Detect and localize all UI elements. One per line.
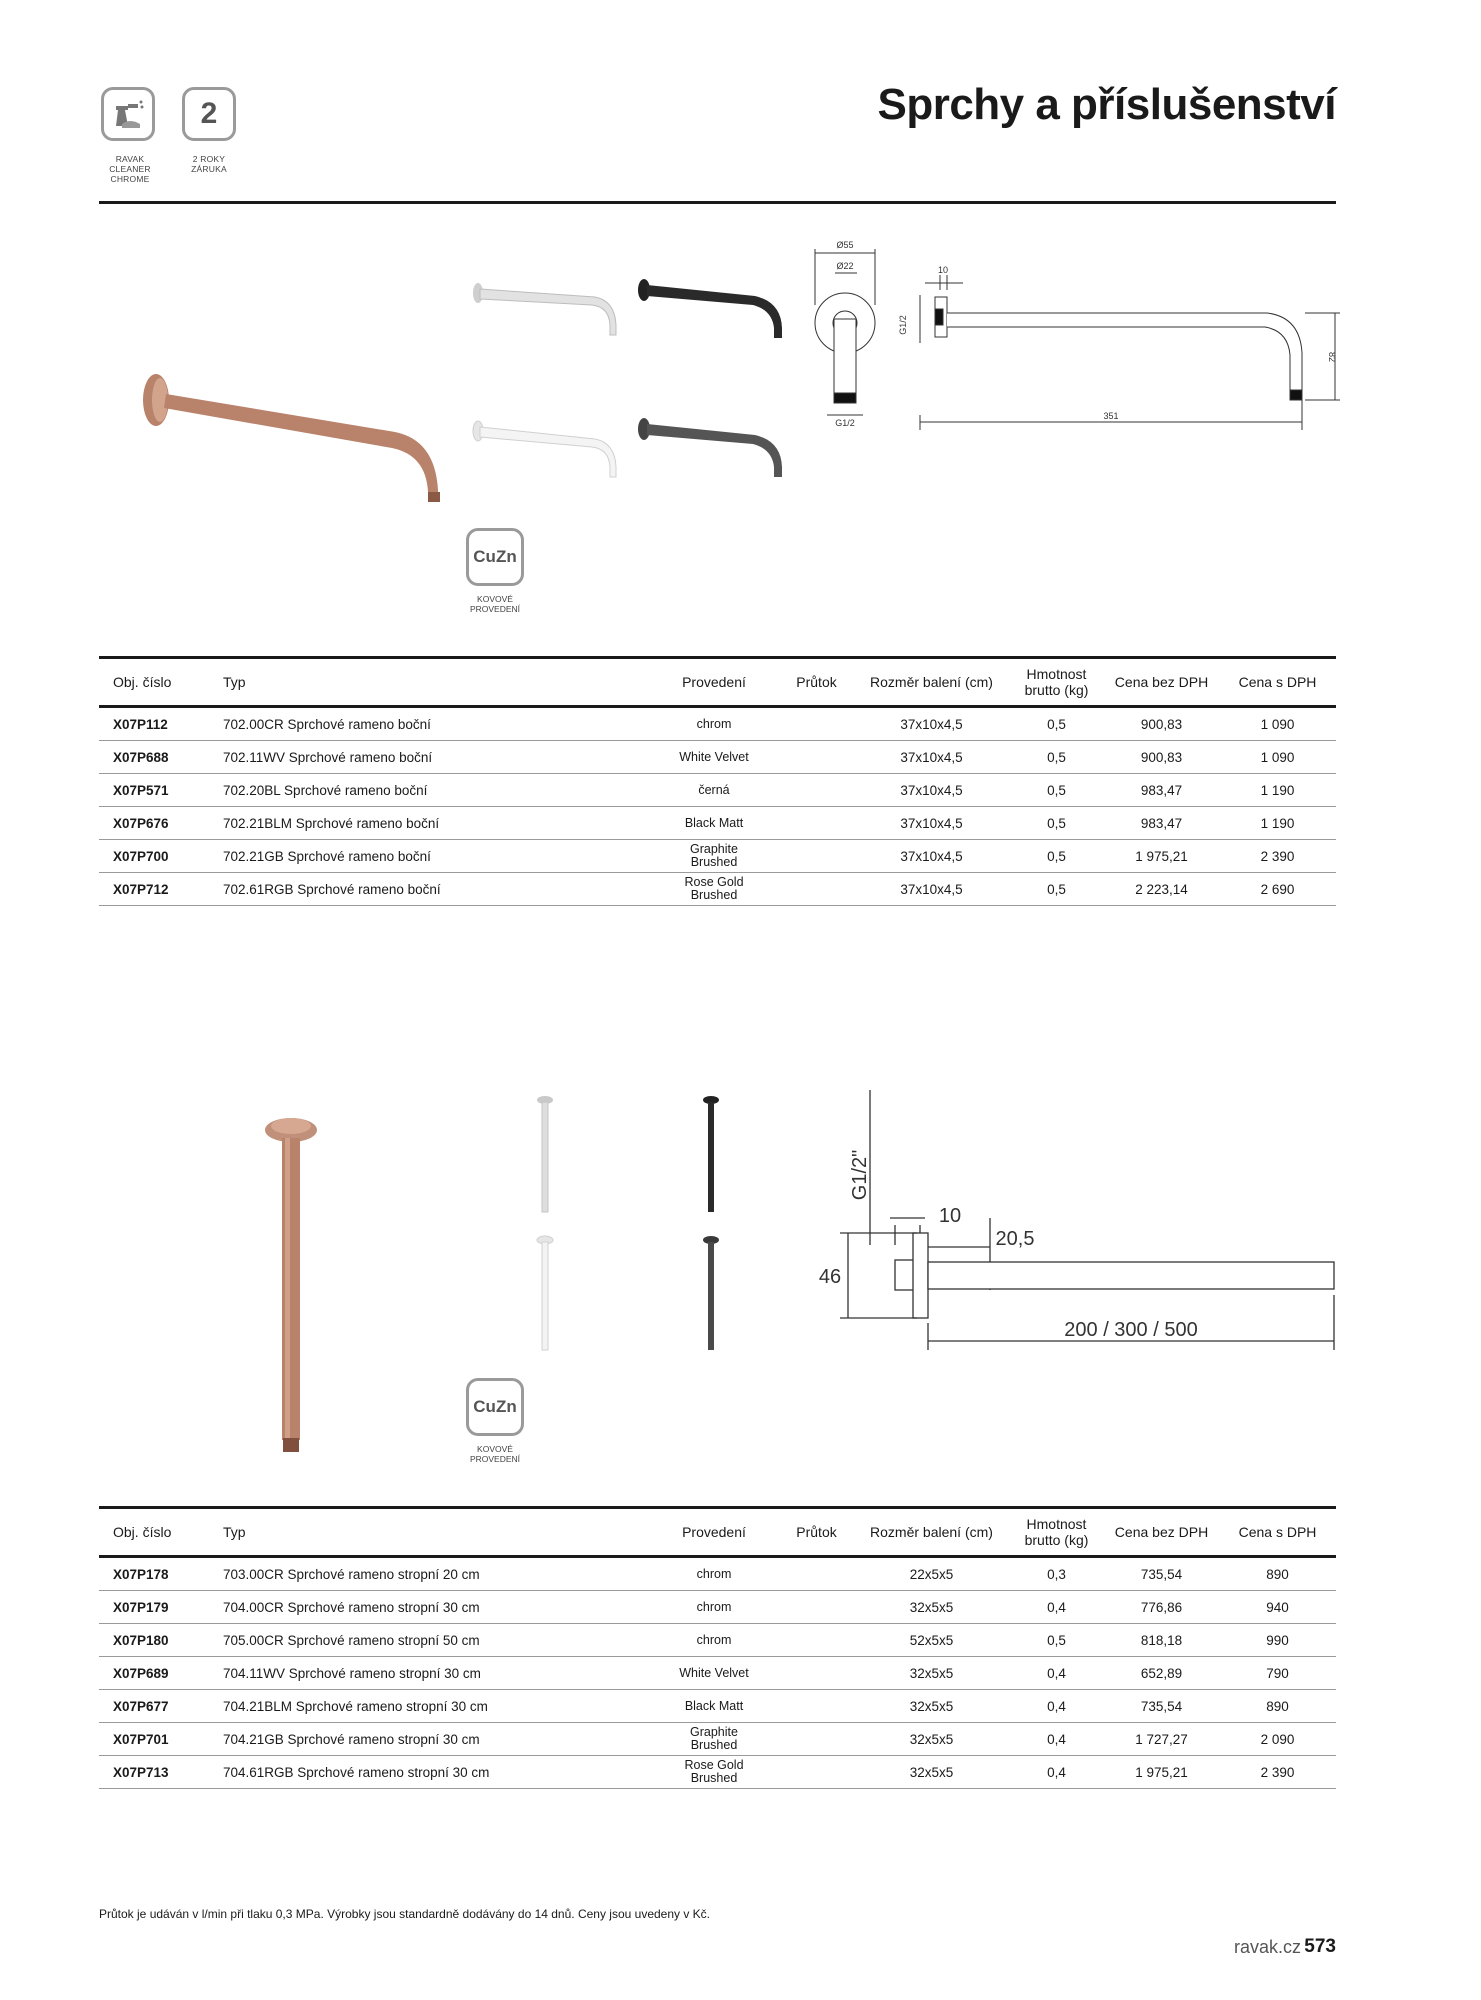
cell-pack: 52x5x5 [854,1624,1009,1657]
cell-type: 702.21BLM Sprchové rameno boční [219,807,649,840]
cell-finish: chrom [649,1591,779,1624]
cell-code: X07P571 [99,774,219,807]
cell-type: 704.21BLM Sprchové rameno stropní 30 cm [219,1690,649,1723]
cell-finish: černá [649,774,779,807]
cell-price-net: 1 975,21 [1104,1756,1219,1789]
table-row [99,741,1336,774]
cell-code: X07P701 [99,1723,219,1756]
cleaner-spray-icon [101,87,155,141]
cell-code: X07P677 [99,1690,219,1723]
cell-weight: 0,5 [1009,1624,1104,1657]
dim-46: 46 [818,1266,842,1288]
dim-20-5: 20,5 [995,1228,1035,1250]
dim-length: 200 / 300 / 500 [1064,1319,1198,1341]
dim-10: 10 [938,1205,962,1227]
dim-d22: Ø22 [836,261,854,271]
cell-price-vat: 2 690 [1219,873,1336,906]
cell-price-net: 1 727,27 [1104,1723,1219,1756]
cell-weight: 0,4 [1009,1657,1104,1690]
col-type: Typ [223,674,246,690]
wall-arm-black-image [635,272,785,342]
cell-flow [779,1690,854,1723]
cell-type: 705.00CR Sprchové rameno stropní 50 cm [219,1624,649,1657]
cell-price-vat: 1 190 [1219,774,1336,807]
table-row [99,873,1336,906]
cell-pack: 37x10x4,5 [854,840,1009,873]
cell-price-net: 652,89 [1104,1657,1219,1690]
cell-pack: 37x10x4,5 [854,774,1009,807]
cell-price-net: 900,83 [1104,707,1219,741]
cell-flow [779,1624,854,1657]
cell-finish: Black Matt [649,1690,779,1723]
table-row [99,840,1336,873]
dim-d55: Ø55 [836,240,854,250]
cell-type: 704.00CR Sprchové rameno stropní 30 cm [219,1591,649,1624]
cell-type: 702.20BL Sprchové rameno boční [219,774,649,807]
cell-type: 702.11WV Sprchové rameno boční [219,741,649,774]
cell-code: X07P713 [99,1756,219,1789]
cell-pack: 37x10x4,5 [854,707,1009,741]
col-weight: Hmotnost brutto (kg) [1024,666,1089,698]
table-row [99,774,1336,807]
col-pack: Rozměr balení (cm) [870,674,993,690]
cell-weight: 0,5 [1009,707,1104,741]
table-row [99,1723,1336,1756]
cell-price-vat: 790 [1219,1657,1336,1690]
cell-weight: 0,5 [1009,807,1104,840]
cell-pack: 32x5x5 [854,1723,1009,1756]
cell-finish: Black Matt [649,807,779,840]
cell-weight: 0,5 [1009,741,1104,774]
wall-arm-white-image [470,415,620,485]
cell-weight: 0,4 [1009,1690,1104,1723]
cell-price-vat: 1 190 [1219,807,1336,840]
cuzn-caption: KOVOVÉ PROVEDENÍ [469,594,521,614]
wall-arm-rose-gold-image [130,360,450,510]
cell-finish: Rose Gold Brushed [649,1756,779,1789]
dim-g12: G1/2" [849,1149,871,1201]
cell-price-vat: 1 090 [1219,741,1336,774]
cell-pack: 32x5x5 [854,1591,1009,1624]
cell-code: X07P712 [99,873,219,906]
page-title: Sprchy a příslušenství [877,80,1336,129]
cell-price-vat: 2 390 [1219,840,1336,873]
cell-pack: 37x10x4,5 [854,741,1009,774]
cell-price-net: 776,86 [1104,1591,1219,1624]
cell-weight: 0,4 [1009,1756,1104,1789]
table-row [99,1756,1336,1789]
cuzn-material-icon: CuZn [466,1378,524,1436]
cell-flow [779,1756,854,1789]
dim-351: 351 [1103,411,1119,421]
cell-flow [779,1557,854,1591]
page-number: 573 [1304,1936,1336,1957]
cell-code: X07P689 [99,1657,219,1690]
cell-weight: 0,5 [1009,873,1104,906]
cell-pack: 32x5x5 [854,1690,1009,1723]
col-flow: Průtok [796,674,837,690]
cell-finish: chrom [649,1557,779,1591]
cell-finish: Rose Gold Brushed [649,873,779,906]
table-header-row [99,658,1336,707]
cell-flow [779,1657,854,1690]
cell-code: X07P179 [99,1591,219,1624]
cell-finish: Graphite Brushed [649,1723,779,1756]
cell-price-vat: 2 090 [1219,1723,1336,1756]
cell-flow [779,741,854,774]
cell-price-net: 735,54 [1104,1557,1219,1591]
cell-flow [779,1723,854,1756]
cell-pack: 32x5x5 [854,1657,1009,1690]
cell-finish: Graphite Brushed [649,840,779,873]
col-price-vat: Cena s DPH [1238,1524,1317,1540]
cell-code: X07P178 [99,1557,219,1591]
col-price-net: Cena bez DPH [1114,1524,1209,1540]
cell-finish: chrom [649,1624,779,1657]
ceiling-arm-technical-drawing [805,1085,1345,1355]
col-code: Obj. číslo [113,1524,172,1540]
cell-type: 704.61RGB Sprchové rameno stropní 30 cm [219,1756,649,1789]
table-header-row [99,1508,1336,1557]
cell-code: X07P180 [99,1624,219,1657]
cell-code: X07P700 [99,840,219,873]
cell-flow [779,1591,854,1624]
cell-pack: 32x5x5 [854,1756,1009,1789]
cell-price-net: 735,54 [1104,1690,1219,1723]
cell-price-vat: 890 [1219,1557,1336,1591]
cell-type: 704.11WV Sprchové rameno stropní 30 cm [219,1657,649,1690]
warranty-2-icon: 2 [182,87,236,141]
cell-finish: White Velvet [649,741,779,774]
cell-type: 704.21GB Sprchové rameno stropní 30 cm [219,1723,649,1756]
col-pack: Rozměr balení (cm) [870,1524,993,1540]
cell-price-net: 983,47 [1104,774,1219,807]
cell-flow [779,807,854,840]
site-link[interactable]: ravak.cz [1233,1937,1301,1957]
cell-price-vat: 1 090 [1219,707,1336,741]
col-flow: Průtok [796,1524,837,1540]
dim-10: 10 [937,265,949,275]
cell-code: X07P676 [99,807,219,840]
wall-arm-graphite-image [635,413,785,483]
cell-price-net: 900,83 [1104,741,1219,774]
cell-code: X07P688 [99,741,219,774]
wall-arm-technical-drawing [805,235,1345,435]
cell-weight: 0,4 [1009,1723,1104,1756]
ceiling-arm-chrome-image [530,1092,560,1217]
cell-weight: 0,5 [1009,774,1104,807]
warranty-caption: 2 ROKY ZÁRUKA [191,154,227,174]
dim-82: 82 [1327,351,1337,363]
ceiling-arm-price-table [99,1506,1336,1789]
footnote: Průtok je udáván v l/min při tlaku 0,3 MPa. Výrobky jsou standardně dodávány do 14 dnů. Ceny jsou uvedeny v Kč. [99,1907,711,1921]
cell-price-vat: 990 [1219,1624,1336,1657]
cell-flow [779,873,854,906]
cell-price-net: 983,47 [1104,807,1219,840]
dim-g12-side: G1/2 [898,315,908,335]
cell-type: 702.00CR Sprchové rameno boční [219,707,649,741]
col-finish: Provedení [682,674,746,690]
table-row [99,707,1336,741]
cell-flow [779,774,854,807]
cell-finish: chrom [649,707,779,741]
table-row [99,1591,1336,1624]
cell-flow [779,707,854,741]
cell-price-vat: 2 390 [1219,1756,1336,1789]
col-finish: Provedení [682,1524,746,1540]
ceiling-arm-white-image [530,1232,560,1357]
col-price-vat: Cena s DPH [1238,674,1317,690]
ceiling-arm-black-image [696,1092,726,1217]
col-price-net: Cena bez DPH [1114,674,1209,690]
cell-weight: 0,3 [1009,1557,1104,1591]
cell-finish: White Velvet [649,1657,779,1690]
cell-pack: 22x5x5 [854,1557,1009,1591]
cell-price-vat: 890 [1219,1690,1336,1723]
cuzn-material-icon: CuZn [466,528,524,586]
cell-type: 702.61RGB Sprchové rameno boční [219,873,649,906]
table-row [99,1690,1336,1723]
table-row [99,1624,1336,1657]
cell-type: 702.21GB Sprchové rameno boční [219,840,649,873]
cell-price-net: 1 975,21 [1104,840,1219,873]
col-code: Obj. číslo [113,674,172,690]
dim-g12-bottom: G1/2 [835,418,855,428]
cell-price-net: 2 223,14 [1104,873,1219,906]
table-row [99,1657,1336,1690]
table-row [99,807,1336,840]
col-weight: Hmotnost brutto (kg) [1024,1516,1089,1548]
cuzn-caption: KOVOVÉ PROVEDENÍ [469,1444,521,1464]
ceiling-arm-graphite-image [696,1232,726,1357]
title-divider [99,201,1336,204]
cell-price-net: 818,18 [1104,1624,1219,1657]
cell-weight: 0,4 [1009,1591,1104,1624]
cell-weight: 0,5 [1009,840,1104,873]
table-row [99,1557,1336,1591]
cell-pack: 37x10x4,5 [854,807,1009,840]
col-type: Typ [223,1524,246,1540]
cell-price-vat: 940 [1219,1591,1336,1624]
cell-code: X07P112 [99,707,219,741]
cell-type: 703.00CR Sprchové rameno stropní 20 cm [219,1557,649,1591]
cell-flow [779,840,854,873]
wall-arm-chrome-image [470,275,620,345]
wall-arm-price-table [99,656,1336,906]
cell-pack: 37x10x4,5 [854,873,1009,906]
cleaner-caption: RAVAK CLEANER CHROME [109,154,151,184]
ceiling-arm-rose-gold-image [260,1110,320,1460]
